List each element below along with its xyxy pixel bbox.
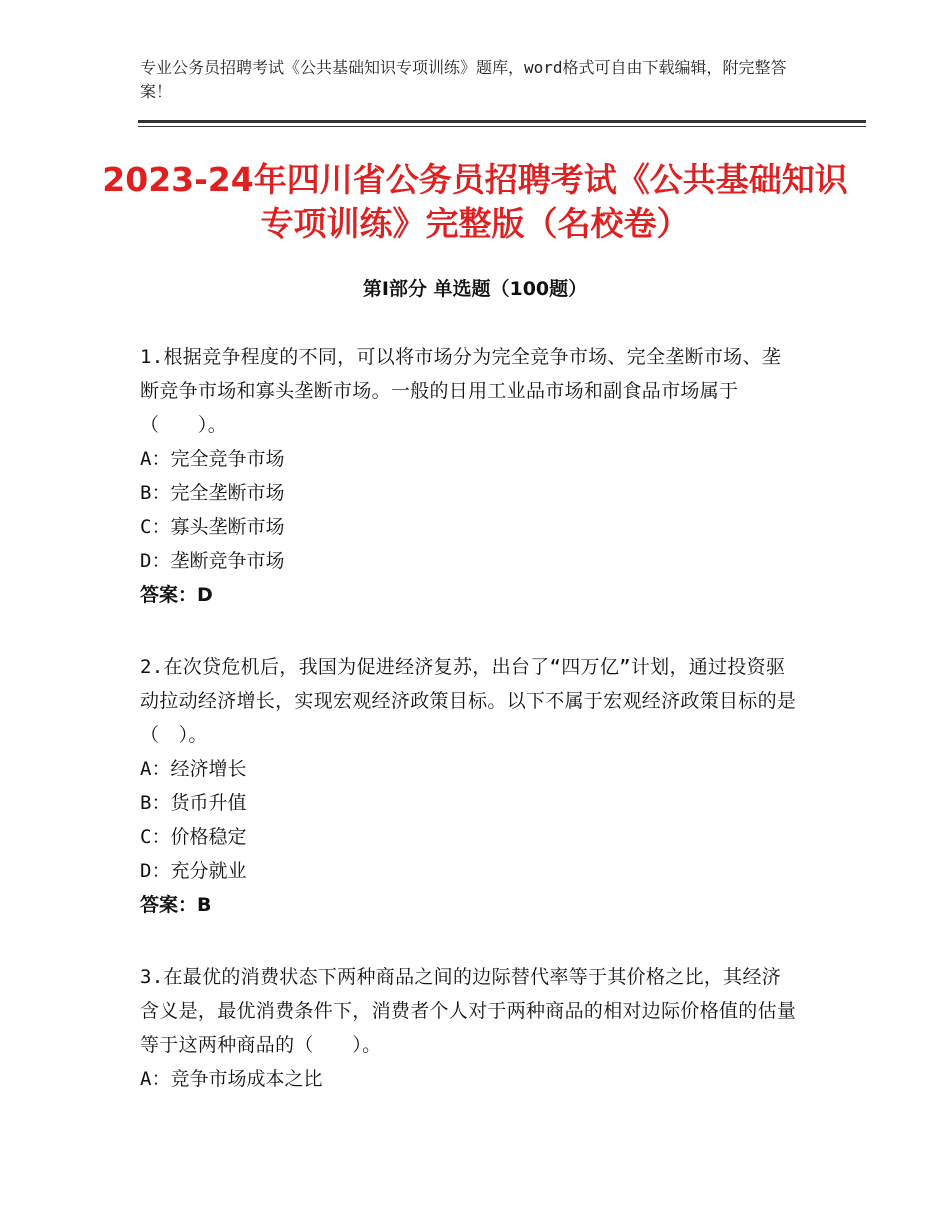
question-stem: 3.在最优的消费状态下两种商品之间的边际替代率等于其价格之比，其经济含义是，最优消费条件下，消费者个人对于两种商品的相对边际价格值的估量等于这两种商品的（ ）。	[140, 966, 797, 1056]
header-divider-thin	[138, 126, 866, 127]
document-title: 2023-24年四川省公务员招聘考试《公共基础知识专项训练》完整版（名校卷）	[102, 160, 848, 243]
option-c: C：价格稳定	[140, 826, 247, 848]
answer-line: 答案：D	[140, 584, 213, 606]
question-stem: 2.在次贷危机后，我国为促进经济复苏，出台了“四万亿”计划，通过投资驱动拉动经济增长，实现宏观经济政策目标。以下不属于宏观经济政策目标的是（ ）。	[140, 656, 797, 746]
option-d: D：垄断竞争市场	[140, 550, 285, 572]
header-note: 专业公务员招聘考试《公共基础知识专项训练》题库，word格式可自由下载编辑，附完整答案！	[140, 58, 787, 101]
header-divider	[138, 120, 866, 123]
answer-line: 答案：B	[140, 894, 212, 916]
option-c: C：寡头垄断市场	[140, 516, 285, 538]
option-a: A：竞争市场成本之比	[140, 1068, 323, 1090]
question-stem: 1.根据竞争程度的不同，可以将市场分为完全竞争市场、完全垄断市场、垄断竞争市场和寡头垄断市场。一般的日用工业品市场和副食品市场属于（ ）。	[140, 346, 782, 436]
question-3	[140, 960, 800, 1096]
option-b: B：货币升值	[140, 792, 247, 814]
option-b: B：完全垄断市场	[140, 482, 285, 504]
question-1	[140, 340, 800, 612]
section-heading: 第Ⅰ部分 单选题（100题）	[362, 278, 588, 300]
option-d: D：充分就业	[140, 860, 247, 882]
question-2	[140, 650, 800, 922]
question-list	[140, 340, 800, 1134]
option-a: A：经济增长	[140, 758, 247, 780]
option-a: A：完全竞争市场	[140, 448, 285, 470]
